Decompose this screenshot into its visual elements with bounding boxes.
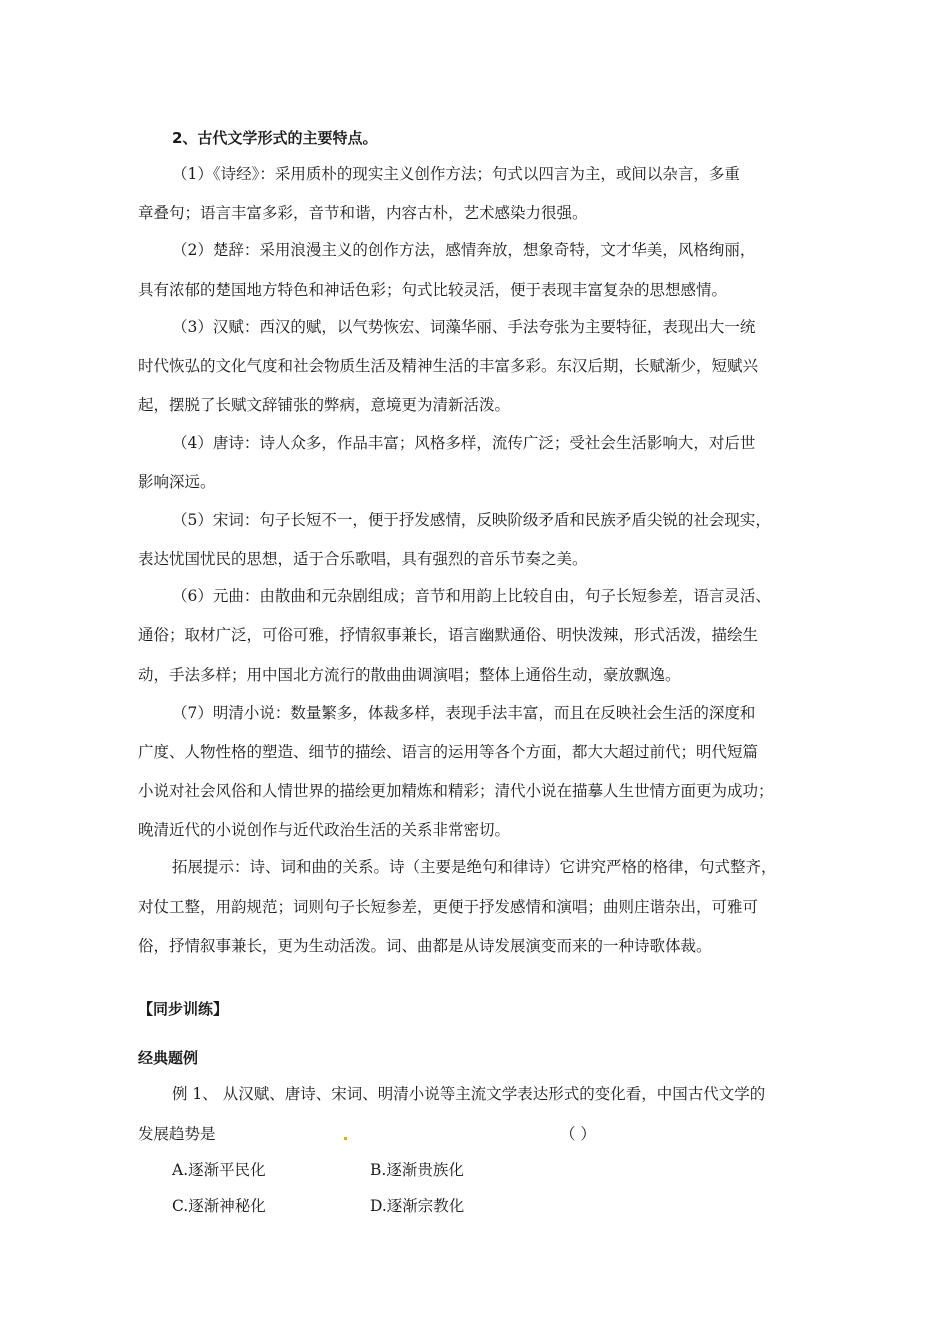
item-chuci-line-1: （2）楚辞：采用浪漫主义的创作方法，感情奔放，想象奇特，文才华美，风格绚丽， bbox=[172, 241, 756, 259]
item-tangshi-line-2: 影响深远。 bbox=[138, 473, 216, 491]
mark-dot bbox=[344, 1137, 347, 1140]
item-hanfu-line-1: （3）汉赋：西汉的赋，以气势恢宏、词藻华丽、手法夸张为主要特征，表现出大一统 bbox=[172, 318, 756, 336]
question-line-1: 例 1、 从汉赋、唐诗、宋词、明清小说等主流文学表达形式的变化看，中国古代文学的 bbox=[172, 1085, 766, 1103]
extension-line-2: 对仗工整，用韵规范；词则句子长短参差，更便于抒发感情和演唱；曲则庄谐杂出，可雅可 bbox=[138, 898, 759, 916]
item-hanfu-line-2: 时代恢弘的文化气度和社会物质生活及精神生活的丰富多彩。东汉后期，长赋渐少，短赋兴 bbox=[138, 357, 759, 375]
item-tangshi-line-1: （4）唐诗：诗人众多，作品丰富；风格多样，流传广泛；受社会生活影响大，对后世 bbox=[172, 434, 756, 452]
item-songci-line-2: 表达忧国忧民的思想，适于合乐歌唱，具有强烈的音乐节奏之美。 bbox=[138, 550, 588, 568]
item-yuanqu-line-1: （6）元曲：由散曲和元杂剧组成；音节和用韵上比较自由，句子长短参差，语言灵活、 bbox=[172, 587, 771, 605]
option-c: C.逐渐神秘化 bbox=[172, 1197, 266, 1215]
item-shijing-line-2: 章叠句；语言丰富多彩，音节和谐，内容古朴，艺术感染力很强。 bbox=[138, 204, 588, 222]
option-a: A.逐渐平民化 bbox=[172, 1161, 266, 1179]
item-mingqing-line-2: 广度、人物性格的塑造、细节的描绘、语言的运用等各个方面，都大大超过前代；明代短篇 bbox=[138, 743, 759, 761]
item-chuci-line-2: 具有浓郁的楚国地方特色和神话色彩；句式比较灵活，便于表现丰富复杂的思想感情。 bbox=[138, 281, 728, 299]
item-hanfu-line-3: 起，摆脱了长赋文辞铺张的弊病，意境更为清新活泼。 bbox=[138, 396, 511, 414]
answer-blank: （ ） bbox=[560, 1125, 596, 1143]
item-mingqing-line-4: 晚清近代的小说创作与近代政治生活的关系非常密切。 bbox=[138, 821, 511, 839]
item-mingqing-line-1: （7）明清小说：数量繁多，体裁多样，表现手法丰富，而且在反映社会生活的深度和 bbox=[172, 704, 756, 722]
item-mingqing-line-3: 小说对社会风俗和人情世界的描绘更加精炼和精彩；清代小说在描摹人生世情方面更为成功； bbox=[138, 782, 774, 800]
item-shijing-line-1: （1）《诗经》：采用质朴的现实主义创作方法；句式以四言为主，或间以杂言，多重 bbox=[172, 165, 740, 183]
option-b: B.逐渐贵族化 bbox=[370, 1161, 464, 1179]
option-d: D.逐渐宗教化 bbox=[370, 1197, 465, 1215]
item-yuanqu-line-2: 通俗；取材广泛，可俗可雅，抒情叙事兼长，语言幽默通俗、明快泼辣，形式活泼，描绘生 bbox=[138, 626, 759, 644]
example-heading: 经典题例 bbox=[138, 1049, 199, 1067]
item-yuanqu-line-3: 动，手法多样；用中国北方流行的散曲曲调演唱；整体上通俗生动，豪放飘逸。 bbox=[138, 666, 681, 684]
training-heading: 【同步训练】 bbox=[138, 1000, 229, 1018]
item-songci-line-1: （5）宋词：句子长短不一，便于抒发感情，反映阶级矛盾和民族矛盾尖锐的社会现实， bbox=[172, 511, 771, 529]
extension-line-3: 俗，抒情叙事兼长，更为生动活泼。词、曲都是从诗发展演变而来的一种诗歌体裁。 bbox=[138, 937, 712, 955]
question-line-2: 发展趋势是 bbox=[138, 1125, 216, 1143]
section-heading: 2、古代文学形式的主要特点。 bbox=[172, 129, 378, 147]
extension-line-1: 拓展提示：诗、词和曲的关系。诗（主要是绝句和律诗）它讲究严格的格律，句式整齐， bbox=[172, 858, 777, 876]
